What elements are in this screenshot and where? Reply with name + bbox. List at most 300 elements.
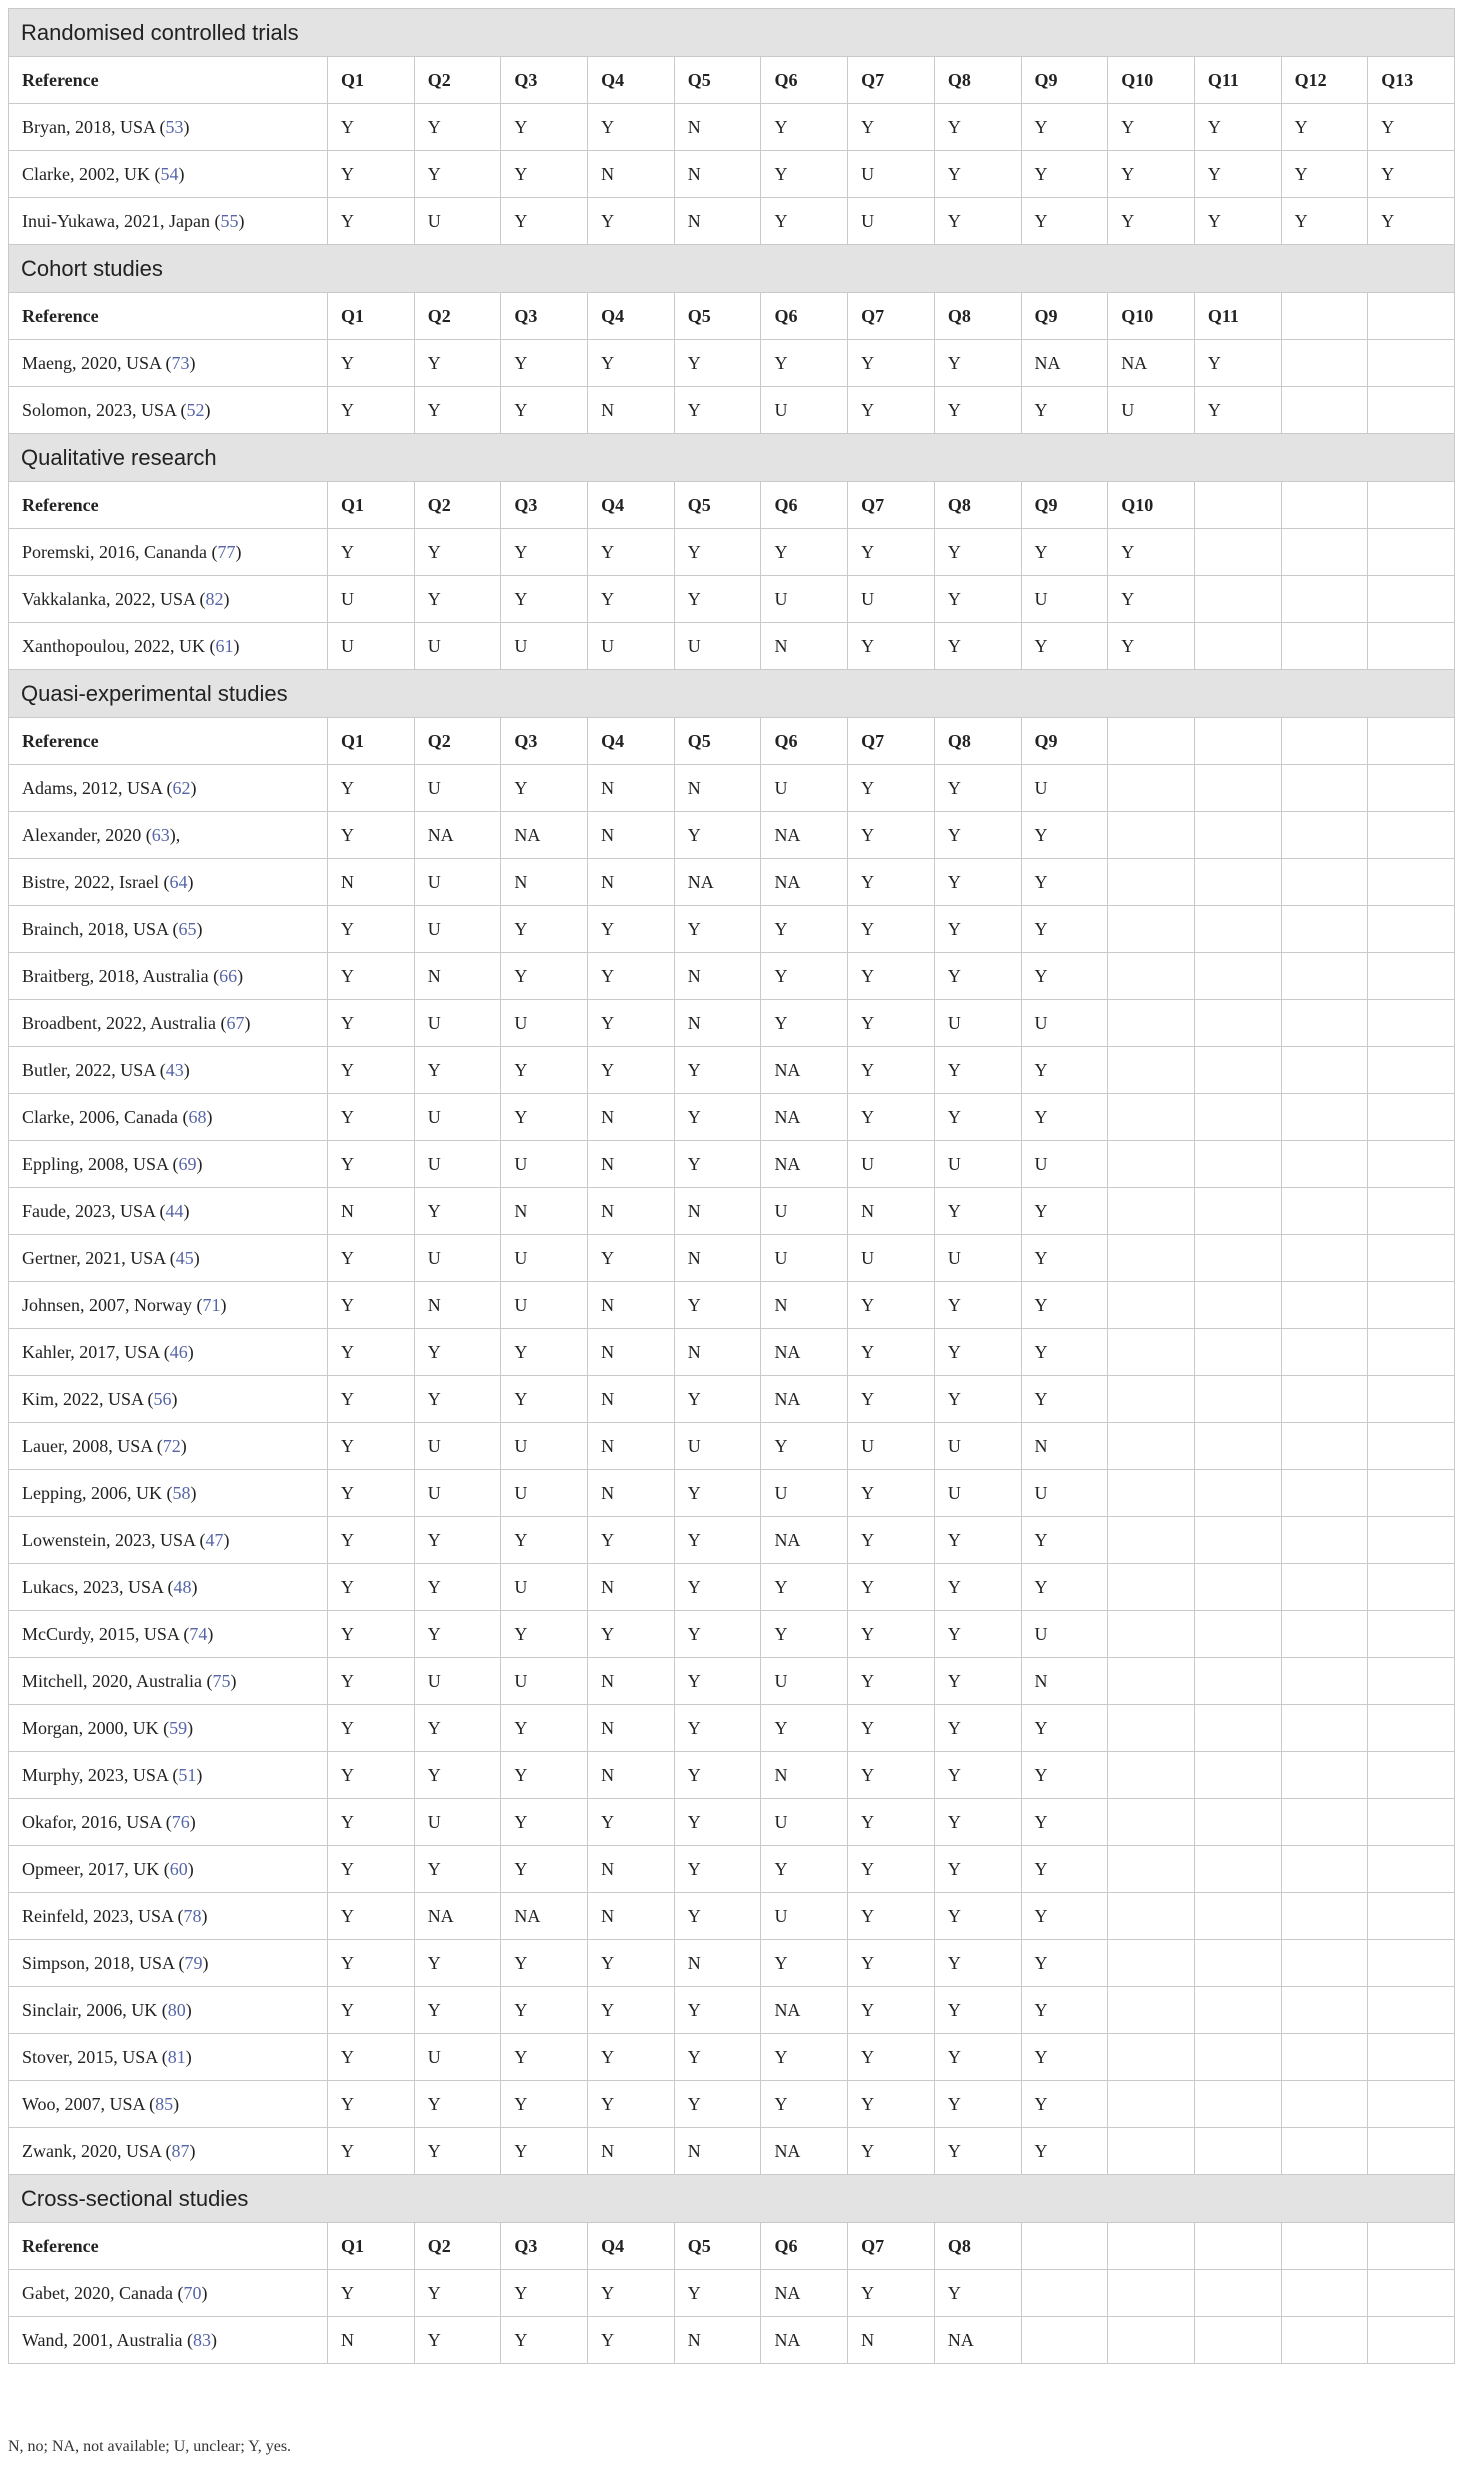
citation-link[interactable]: 83	[193, 2329, 212, 2350]
table-row	[9, 1705, 1455, 1752]
reference-cell: Murphy, 2023, USA (51)	[9, 1752, 328, 1799]
reference-cell: Lauer, 2008, USA (72)	[9, 1423, 328, 1470]
rating-cell: Y	[761, 151, 848, 198]
rating-cell	[1368, 1329, 1455, 1376]
rating-cell: N	[1021, 1658, 1108, 1705]
column-header-reference: Reference	[9, 2223, 328, 2270]
rating-cell: Y	[848, 1799, 935, 1846]
rating-cell: N	[414, 953, 501, 1000]
section-title: Cross-sectional studies	[9, 2175, 1455, 2223]
reference-cell: Gertner, 2021, USA (45)	[9, 1235, 328, 1282]
rating-cell	[1368, 1188, 1455, 1235]
rating-cell	[1108, 2317, 1195, 2364]
reference-text: Maeng, 2020, USA	[22, 352, 161, 373]
rating-cell	[1368, 2317, 1455, 2364]
rating-cell: Y	[761, 1705, 848, 1752]
reference-text: Xanthopoulou, 2022, UK	[22, 635, 205, 656]
citation-link[interactable]: 85	[155, 2093, 174, 2114]
reference-text: McCurdy, 2015, USA	[22, 1623, 179, 1644]
reference-cell: Sinclair, 2006, UK (80)	[9, 1987, 328, 2034]
rating-cell: N	[588, 387, 675, 434]
rating-cell	[1281, 2317, 1368, 2364]
table-row	[9, 1940, 1455, 1987]
rating-cell: Y	[1194, 104, 1281, 151]
reference-text: Simpson, 2018, USA	[22, 1952, 175, 1973]
rating-cell: Y	[328, 1658, 415, 1705]
rating-cell: Y	[1021, 1893, 1108, 1940]
reference-text: Gabet, 2020, Canada	[22, 2282, 173, 2303]
reference-cell: Morgan, 2000, UK (59)	[9, 1705, 328, 1752]
rating-cell: Y	[934, 2270, 1021, 2317]
rating-cell: Y	[934, 1658, 1021, 1705]
rating-cell: N	[588, 1752, 675, 1799]
rating-cell: U	[501, 1235, 588, 1282]
rating-cell: U	[414, 1235, 501, 1282]
rating-cell: U	[501, 1470, 588, 1517]
table-row	[9, 2270, 1455, 2317]
rating-cell: U	[761, 1188, 848, 1235]
citation-link[interactable]: 67	[226, 1012, 245, 1033]
rating-cell: Y	[501, 1376, 588, 1423]
reference-text: Morgan, 2000, UK	[22, 1717, 159, 1738]
rating-cell: Y	[934, 1611, 1021, 1658]
citation-link[interactable]: 80	[167, 1999, 186, 2020]
rating-cell: U	[934, 1470, 1021, 1517]
citation-link[interactable]: 59	[169, 1717, 188, 1738]
rating-cell	[1194, 529, 1281, 576]
citation-link[interactable]: 44	[165, 1200, 184, 1221]
column-header	[1108, 2223, 1195, 2270]
citation-link[interactable]: 81	[167, 2046, 186, 2067]
rating-cell: Y	[414, 151, 501, 198]
rating-cell	[1368, 1282, 1455, 1329]
rating-cell: Y	[328, 104, 415, 151]
rating-cell	[1281, 2034, 1368, 2081]
rating-cell: U	[414, 765, 501, 812]
rating-cell: NA	[761, 2270, 848, 2317]
table-row	[9, 1752, 1455, 1799]
rating-cell	[1281, 906, 1368, 953]
table-row	[9, 1329, 1455, 1376]
rating-cell: Y	[328, 1000, 415, 1047]
citation-link[interactable]: 54	[160, 163, 179, 184]
rating-cell: Y	[588, 1940, 675, 1987]
rating-cell	[1194, 1235, 1281, 1282]
rating-cell	[1281, 387, 1368, 434]
rating-cell: U	[761, 1658, 848, 1705]
rating-cell: N	[761, 1752, 848, 1799]
rating-cell	[1194, 765, 1281, 812]
rating-cell: Y	[1021, 198, 1108, 245]
rating-cell: Y	[848, 859, 935, 906]
reference-cell: Adams, 2012, USA (62)	[9, 765, 328, 812]
reference-text: Poremski, 2016, Cananda	[22, 541, 207, 562]
table-header-row	[9, 2223, 1455, 2270]
rating-cell	[1108, 1329, 1195, 1376]
citation-link[interactable]: 53	[165, 116, 184, 137]
rating-cell: Y	[674, 340, 761, 387]
rating-cell: Y	[1021, 2128, 1108, 2175]
rating-cell: Y	[934, 1893, 1021, 1940]
citation-link[interactable]: 43	[165, 1059, 184, 1080]
rating-cell: Y	[761, 529, 848, 576]
rating-cell: Y	[501, 529, 588, 576]
rating-cell: Y	[934, 1188, 1021, 1235]
rating-cell: U	[414, 1000, 501, 1047]
reference-text: Brainch, 2018, USA	[22, 918, 168, 939]
rating-cell: U	[761, 1893, 848, 1940]
section-title-row	[9, 9, 1455, 57]
rating-cell: NA	[761, 1141, 848, 1188]
rating-cell	[1281, 812, 1368, 859]
rating-cell: Y	[588, 1517, 675, 1564]
rating-cell: Y	[848, 1282, 935, 1329]
citation-link[interactable]: 82	[205, 588, 224, 609]
citation-link[interactable]: 64	[169, 871, 188, 892]
rating-cell: N	[674, 1188, 761, 1235]
rating-cell: Y	[674, 1282, 761, 1329]
rating-cell: Y	[848, 623, 935, 670]
table-row	[9, 104, 1455, 151]
column-header: Q9	[1021, 293, 1108, 340]
rating-cell	[1368, 1940, 1455, 1987]
rating-cell: U	[328, 576, 415, 623]
rating-cell: N	[674, 1000, 761, 1047]
rating-cell	[1281, 765, 1368, 812]
column-header: Q8	[934, 57, 1021, 104]
reference-text: Clarke, 2002, UK	[22, 163, 150, 184]
rating-cell: Y	[761, 1846, 848, 1893]
citation-link[interactable]: 48	[173, 1576, 192, 1597]
rating-cell: Y	[761, 1000, 848, 1047]
citation-link[interactable]: 63	[151, 824, 170, 845]
section-title: Randomised controlled trials	[9, 9, 1455, 57]
table-row	[9, 1000, 1455, 1047]
citation-link[interactable]: 60	[169, 1858, 188, 1879]
reference-text: Johnsen, 2007, Norway	[22, 1294, 192, 1315]
rating-cell	[1368, 1423, 1455, 1470]
rating-cell: U	[761, 576, 848, 623]
table-row	[9, 1282, 1455, 1329]
rating-cell: N	[588, 1893, 675, 1940]
rating-cell: Y	[674, 1517, 761, 1564]
rating-cell	[1194, 1799, 1281, 1846]
reference-cell: Brainch, 2018, USA (65)	[9, 906, 328, 953]
rating-cell: Y	[588, 2270, 675, 2317]
rating-cell: N	[588, 1141, 675, 1188]
table-header-row	[9, 482, 1455, 529]
citation-link[interactable]: 58	[172, 1482, 191, 1503]
rating-cell: U	[1021, 1141, 1108, 1188]
rating-cell	[1194, 1141, 1281, 1188]
rating-cell	[1368, 1376, 1455, 1423]
rating-cell: Y	[1021, 1940, 1108, 1987]
rating-cell: N	[588, 812, 675, 859]
rating-cell: N	[588, 1846, 675, 1893]
reference-text: Broadbent, 2022, Australia	[22, 1012, 216, 1033]
rating-cell	[1021, 2317, 1108, 2364]
column-header: Q9	[1021, 718, 1108, 765]
rating-cell: Y	[588, 1799, 675, 1846]
citation-link[interactable]: 87	[171, 2140, 190, 2161]
rating-cell: N	[674, 104, 761, 151]
rating-cell: N	[588, 1282, 675, 1329]
rating-cell: Y	[588, 906, 675, 953]
rating-cell: Y	[588, 1611, 675, 1658]
rating-cell: Y	[674, 1893, 761, 1940]
rating-cell: Y	[1021, 1376, 1108, 1423]
rating-cell: Y	[674, 1564, 761, 1611]
citation-link[interactable]: 69	[178, 1153, 197, 1174]
column-header: Q2	[414, 293, 501, 340]
citation-link[interactable]: 47	[205, 1529, 224, 1550]
rating-cell: Y	[674, 1846, 761, 1893]
rating-cell: Y	[674, 1752, 761, 1799]
rating-cell: U	[501, 1282, 588, 1329]
rating-cell: U	[1021, 765, 1108, 812]
reference-text: Zwank, 2020, USA	[22, 2140, 161, 2161]
rating-cell: NA	[934, 2317, 1021, 2364]
rating-cell: U	[501, 623, 588, 670]
citation-link[interactable]: 61	[215, 635, 234, 656]
rating-cell: Y	[501, 2128, 588, 2175]
rating-cell: Y	[328, 1376, 415, 1423]
reference-text: Stover, 2015, USA	[22, 2046, 158, 2067]
rating-cell: Y	[414, 1047, 501, 1094]
rating-cell	[1368, 529, 1455, 576]
citation-link[interactable]: 79	[184, 1952, 203, 1973]
column-header: Q2	[414, 482, 501, 529]
rating-cell: Y	[1021, 623, 1108, 670]
rating-cell: U	[414, 1094, 501, 1141]
rating-cell: NA	[761, 1376, 848, 1423]
section-title-row	[9, 2175, 1455, 2223]
reference-text: Woo, 2007, USA	[22, 2093, 145, 2114]
rating-cell	[1281, 1611, 1368, 1658]
reference-cell: Inui-Yukawa, 2021, Japan (55)	[9, 198, 328, 245]
reference-cell: McCurdy, 2015, USA (74)	[9, 1611, 328, 1658]
column-header: Q7	[848, 2223, 935, 2270]
citation-link[interactable]: 52	[186, 399, 205, 420]
rating-cell	[1281, 1376, 1368, 1423]
rating-cell: Y	[934, 1752, 1021, 1799]
column-header	[1368, 718, 1455, 765]
table-row	[9, 2034, 1455, 2081]
rating-cell: U	[761, 387, 848, 434]
rating-cell: N	[588, 1564, 675, 1611]
rating-cell: Y	[328, 1987, 415, 2034]
citation-link[interactable]: 68	[188, 1106, 207, 1127]
rating-cell	[1281, 1000, 1368, 1047]
rating-cell: Y	[848, 906, 935, 953]
rating-cell: Y	[414, 2317, 501, 2364]
rating-cell: NA	[414, 812, 501, 859]
reference-text: Eppling, 2008, USA	[22, 1153, 169, 1174]
rating-cell	[1281, 1658, 1368, 1705]
citation-link[interactable]: 73	[171, 352, 190, 373]
column-header-reference: Reference	[9, 57, 328, 104]
rating-cell: Y	[588, 1000, 675, 1047]
table-row	[9, 1658, 1455, 1705]
rating-cell: U	[414, 1799, 501, 1846]
rating-cell: Y	[1108, 151, 1195, 198]
rating-cell: Y	[674, 1470, 761, 1517]
rating-cell	[1281, 1940, 1368, 1987]
rating-cell: Y	[588, 104, 675, 151]
reference-text: Solomon, 2023, USA	[22, 399, 177, 420]
reference-cell: Vakkalanka, 2022, USA (82)	[9, 576, 328, 623]
rating-cell: NA	[674, 859, 761, 906]
rating-cell: U	[328, 623, 415, 670]
reference-cell: Kim, 2022, USA (56)	[9, 1376, 328, 1423]
rating-cell: Y	[328, 1564, 415, 1611]
citation-link[interactable]: 45	[175, 1247, 194, 1268]
rating-cell: Y	[674, 1799, 761, 1846]
citation-link[interactable]: 72	[162, 1435, 181, 1456]
rating-cell	[1281, 576, 1368, 623]
citation-link[interactable]: 71	[202, 1294, 221, 1315]
rating-cell: Y	[848, 104, 935, 151]
column-header-reference: Reference	[9, 293, 328, 340]
reference-text: Butler, 2022, USA	[22, 1059, 156, 1080]
rating-cell: Y	[1108, 198, 1195, 245]
column-header: Q6	[761, 57, 848, 104]
reference-text: Reinfeld, 2023, USA	[22, 1905, 173, 1926]
reference-text: Kahler, 2017, USA	[22, 1341, 160, 1362]
citation-link[interactable]: 62	[172, 777, 191, 798]
citation-link[interactable]: 55	[220, 210, 239, 231]
rating-cell: Y	[1021, 1329, 1108, 1376]
citation-link[interactable]: 74	[189, 1623, 208, 1644]
rating-cell	[1194, 1705, 1281, 1752]
column-header	[1281, 482, 1368, 529]
rating-cell: Y	[934, 1376, 1021, 1423]
rating-cell: Y	[1368, 104, 1455, 151]
column-header	[1281, 293, 1368, 340]
reference-cell: Mitchell, 2020, Australia (75)	[9, 1658, 328, 1705]
rating-cell: Y	[414, 1188, 501, 1235]
rating-cell: Y	[1368, 151, 1455, 198]
rating-cell: Y	[501, 1705, 588, 1752]
rating-cell: Y	[1021, 1094, 1108, 1141]
citation-link[interactable]: 78	[183, 1905, 202, 1926]
rating-cell: Y	[848, 387, 935, 434]
citation-link[interactable]: 46	[169, 1341, 188, 1362]
table-row	[9, 529, 1455, 576]
rating-cell: Y	[501, 906, 588, 953]
rating-cell: Y	[588, 340, 675, 387]
rating-cell	[1281, 1047, 1368, 1094]
reference-cell: Lowenstein, 2023, USA (47)	[9, 1517, 328, 1564]
rating-cell	[1368, 1752, 1455, 1799]
rating-cell: Y	[328, 1893, 415, 1940]
reference-text: Gertner, 2021, USA	[22, 1247, 166, 1268]
citation-link[interactable]: 66	[219, 965, 238, 986]
rating-cell: Y	[674, 1141, 761, 1188]
rating-cell	[1368, 1987, 1455, 2034]
reference-cell: Zwank, 2020, USA (87)	[9, 2128, 328, 2175]
table-row	[9, 198, 1455, 245]
rating-cell: Y	[674, 1094, 761, 1141]
rating-cell: Y	[848, 1658, 935, 1705]
column-header: Q10	[1108, 293, 1195, 340]
citation-link[interactable]: 65	[178, 918, 197, 939]
rating-cell: Y	[328, 340, 415, 387]
rating-cell: U	[848, 576, 935, 623]
column-header: Q8	[934, 2223, 1021, 2270]
reference-cell: Clarke, 2002, UK (54)	[9, 151, 328, 198]
rating-cell: Y	[848, 1517, 935, 1564]
rating-cell: Y	[934, 529, 1021, 576]
column-header: Q5	[674, 57, 761, 104]
rating-cell: Y	[414, 1752, 501, 1799]
citation-link[interactable]: 70	[183, 2282, 202, 2303]
rating-cell	[1194, 1752, 1281, 1799]
rating-cell: U	[761, 1470, 848, 1517]
citation-link[interactable]: 75	[212, 1670, 231, 1691]
table-row	[9, 906, 1455, 953]
column-header: Q6	[761, 718, 848, 765]
reference-text: Vakkalanka, 2022, USA	[22, 588, 195, 609]
rating-cell: Y	[1108, 529, 1195, 576]
rating-cell: Y	[761, 953, 848, 1000]
reference-text: Lukacs, 2023, USA	[22, 1576, 163, 1597]
table-row	[9, 1141, 1455, 1188]
rating-cell: Y	[674, 576, 761, 623]
rating-cell: Y	[414, 2081, 501, 2128]
column-header: Q3	[501, 718, 588, 765]
reference-text: Okafor, 2016, USA	[22, 1811, 162, 1832]
rating-cell: Y	[328, 1611, 415, 1658]
rating-cell	[1281, 1141, 1368, 1188]
rating-cell	[1281, 1564, 1368, 1611]
rating-cell: Y	[1021, 1799, 1108, 1846]
rating-cell: Y	[1021, 1188, 1108, 1235]
table-header-row	[9, 57, 1455, 104]
rating-cell: Y	[588, 2317, 675, 2364]
rating-cell: U	[934, 1000, 1021, 1047]
rating-cell: U	[848, 198, 935, 245]
rating-cell: Y	[1021, 529, 1108, 576]
reference-text: Lauer, 2008, USA	[22, 1435, 153, 1456]
citation-link[interactable]: 77	[217, 541, 236, 562]
rating-cell: Y	[328, 1799, 415, 1846]
column-header	[1281, 718, 1368, 765]
rating-cell: N	[588, 1329, 675, 1376]
citation-link[interactable]: 76	[171, 1811, 190, 1832]
rating-cell: Y	[934, 953, 1021, 1000]
column-header: Q8	[934, 293, 1021, 340]
rating-cell: Y	[414, 1940, 501, 1987]
reference-cell: Lepping, 2006, UK (58)	[9, 1470, 328, 1517]
reference-cell: Stover, 2015, USA (81)	[9, 2034, 328, 2081]
rating-cell: Y	[588, 529, 675, 576]
rating-cell: Y	[934, 1799, 1021, 1846]
rating-cell	[1368, 1235, 1455, 1282]
rating-cell: Y	[414, 1376, 501, 1423]
rating-cell: Y	[328, 1846, 415, 1893]
citation-link[interactable]: 51	[178, 1764, 197, 1785]
citation-link[interactable]: 56	[153, 1388, 172, 1409]
rating-cell: U	[674, 623, 761, 670]
rating-cell: Y	[328, 1094, 415, 1141]
rating-cell: Y	[848, 2034, 935, 2081]
rating-cell	[1108, 765, 1195, 812]
rating-cell: U	[414, 623, 501, 670]
rating-cell: Y	[674, 1611, 761, 1658]
rating-cell	[1108, 2128, 1195, 2175]
rating-cell: U	[414, 859, 501, 906]
